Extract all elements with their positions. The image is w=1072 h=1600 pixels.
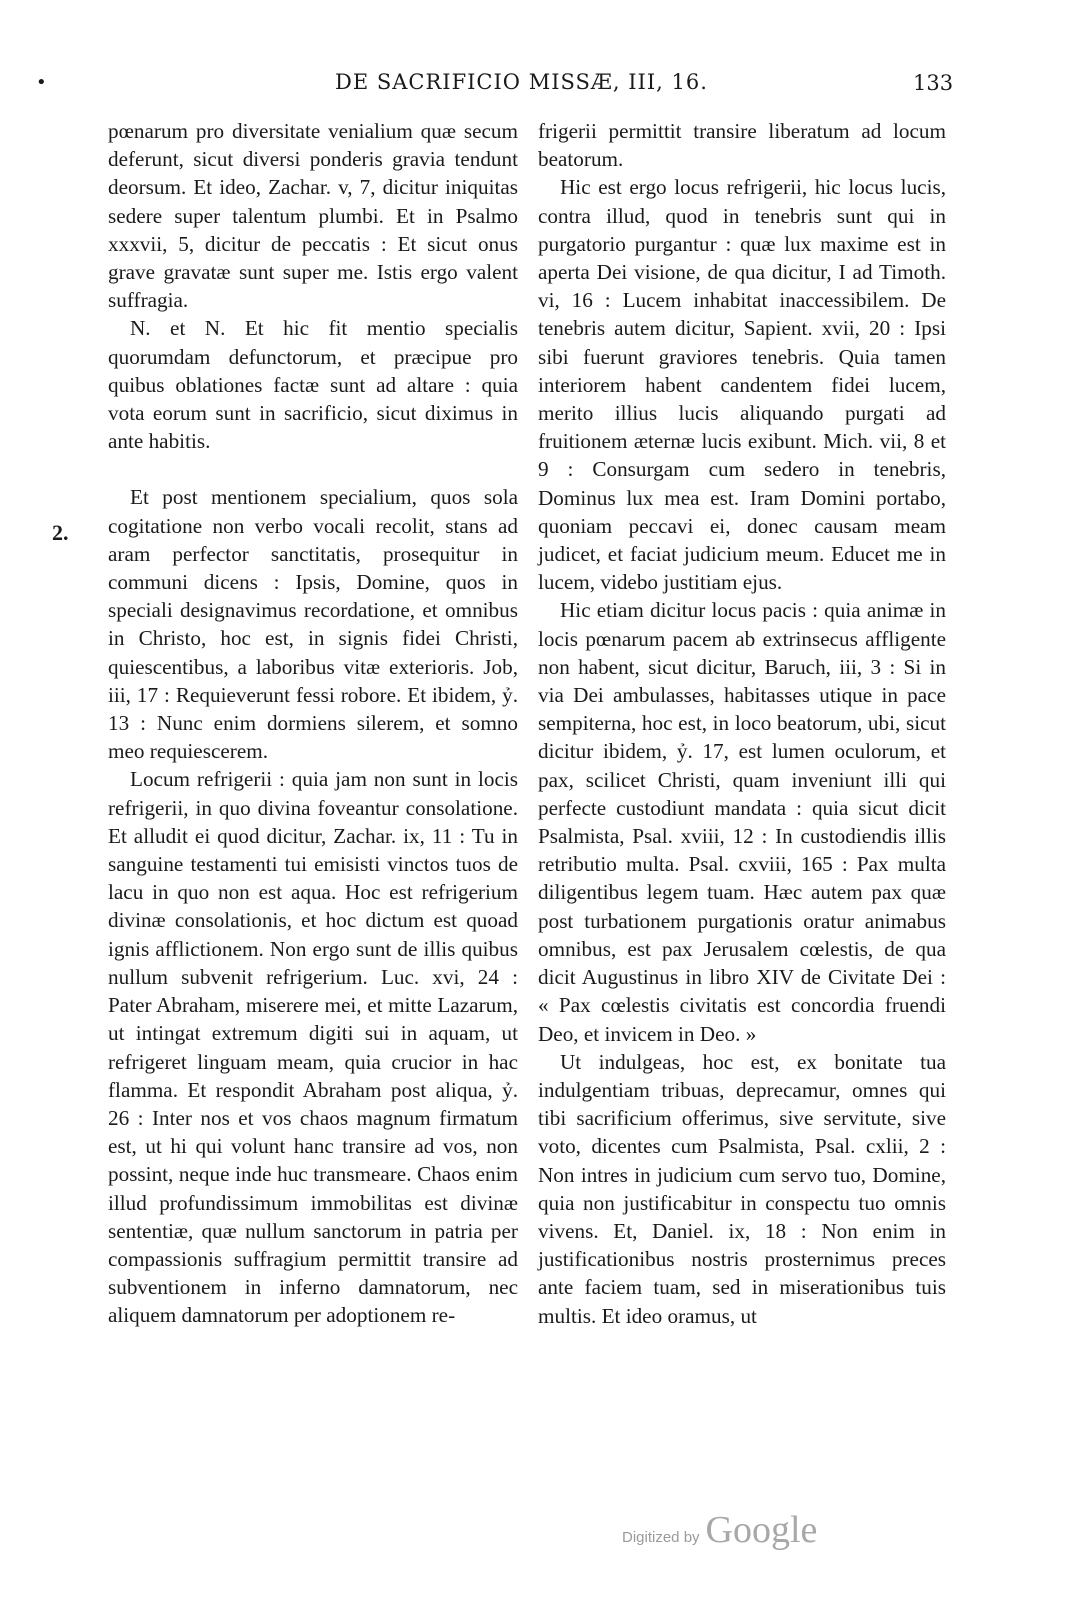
- left-paragraph-4: Locum refrigerii : quia jam non sunt in locis refrigerii, in quo divina foveantur consolatione. Et alludit ei quod dicitur, Zachar. ix, 11 : Tu in sanguine testamenti tui emisisti vinctos tuos de lacu in quo non est aqua. Hoc est refrigerium divinæ consolationis, et hoc dictum est quoad ignis afflictionem. Non ergo sunt de illis quibus nullum subvenit refrigerium. Luc. xvi, 24 : Pater Abraham, miserere mei, et mitte Lazarum, ut intingat extremum digiti sui in aquam, ut refrigeret linguam meam, quia crucior in hac flamma. Et respondit Abraham post aliqua, ỷ. 26 : Inter nos et vos chaos magnum firmatum est, ut hi qui volunt hanc transire ad vos, non possint, neque inde huc transmeare. Chaos enim illud profundissimum immobilitas est divinæ sententiæ, quæ nullum sanctorum in patria per compassionis suffragium permittit transire ad subventionem in inferno damnatorum, nec aliquem damnatorum per adoptionem re-: [108, 767, 518, 1328]
- section-number: 2.: [52, 520, 69, 545]
- left-paragraph-2: N. et N. Et hic fit mentio specialis quorumdam defunctorum, et præcipue pro quibus oblationes factæ sunt ad altare : quia vota eorum sunt in sacrificio, sicut diximus in ante habitis.: [108, 316, 518, 454]
- running-header: DE SACRIFICIO MISSÆ, III, 16.: [335, 70, 708, 94]
- right-paragraph-2: Hic est ergo locus refrigerii, hic locus lucis, contra illud, quod in tenebris sunt qui in purgatorio purgantur : quæ lux maxime est in aperta Dei visione, de qua dicitur, I ad Timoth. vi, 16 : Lucem inhabitat inaccessibilem. De tenebris autem dicitur, Sapient. xvii, 20 : Ipsi sibi fuerunt graviores tenebris. Quia tamen interiorem habent candentem fidei lucem, merito illius lucis aliquando purgati ad fruitionem æternæ lucis exibunt. Mich. vii, 8 et 9 : Consurgam cum sedero in tenebris, Dominus lux mea est. Iram Domini portabo, quoniam peccavi ei, donec causam meam judicet, et faciat judicium meum. Educet me in lucem, videbo justitiam ejus.: [538, 175, 946, 595]
- right-paragraph-4: Ut indulgeas, hoc est, ex bonitate tua indulgentiam tribuas, deprecamur, omnes qui tibi sacrificium offerimus, sive servitute, sive voto, dicentes cum Psalmista, Psal. cxlii, 2 : Non intres in judicium cum servo tuo, Domine, quia non justificabitur in conspectu tuo omnis vivens. Et, Daniel. ix, 18 : Non enim in justificationibus nostris prosternimus preces ante faciem tuam, sed in miserationibus tuis multis. Et ideo oramus, ut: [538, 1049, 946, 1328]
- left-paragraph-1: pœnarum pro diversitate venialium quæ secum deferunt, sicut diversi ponderis gravia tendunt deorsum. Et ideo, Zachar. v, 7, dicitur iniquitas sedere super talentum plumbi. Et in Psalmo xxxvii, 5, dicitur de peccatis : Et sicut onus grave gravatæ sunt super me. Istis ergo valent suffragia.: [108, 119, 518, 313]
- google-logo: Google: [705, 1509, 818, 1551]
- digitized-by-label: Digitized by: [622, 1529, 700, 1546]
- right-column: [538, 117, 946, 1330]
- left-paragraph-3: Et post mentionem specialium, quos sola cogitatione non verbo vocali recolit, stans ad aram perfector sanctitatis, prosequitur in communi dicens : Ipsis, Domine, quos in speciali designavimus recordatione, et omnibus in Christo, hoc est, in signis fidei Christi, quiescentibus, a laboribus vitæ exterioris. Job, iii, 17 : Requieverunt fessi robore. Et ibidem, ỷ. 13 : Nunc enim dormiens silerem, et somno meo requiescerem.: [108, 485, 518, 764]
- right-paragraph-1: frigerii permittit transire liberatum ad locum beatorum.: [538, 119, 946, 172]
- right-paragraph-3: Hic etiam dicitur locus pacis : quia animæ in locis pœnarum pacem ab extrinsecus affligente non habent, sicut dicitur, Baruch, iii, 3 : Si in via Dei ambulasses, habitasses utique in pace sempiterna, hoc est, in loco beatorum, ubi, sicut dicitur ibidem, ỷ. 17, est lumen oculorum, et pax, scilicet Christi, quam inveniunt illi qui perfecte custodiunt mandata : quia sicut dicit Psalmista, Psal. xviii, 12 : In custodiendis illis retributio multa. Psal. cxviii, 165 : Pax multa diligentibus legem tuam. Hæc autem pax quæ post turbationem purgationis oratur animabus omnibus, est pax Jerusalem cœlestis, de qua dicit Augustinus in libro XIV de Civitate Dei : « Pax cœlestis civitatis est concordia fruendi Deo, et invicem in Deo. »: [538, 598, 946, 1046]
- margin-mark: •: [36, 72, 47, 93]
- paragraph-gap: [108, 455, 518, 483]
- page-number: 133: [913, 71, 954, 95]
- digitization-watermark: [622, 1508, 817, 1552]
- left-column: [108, 117, 518, 1330]
